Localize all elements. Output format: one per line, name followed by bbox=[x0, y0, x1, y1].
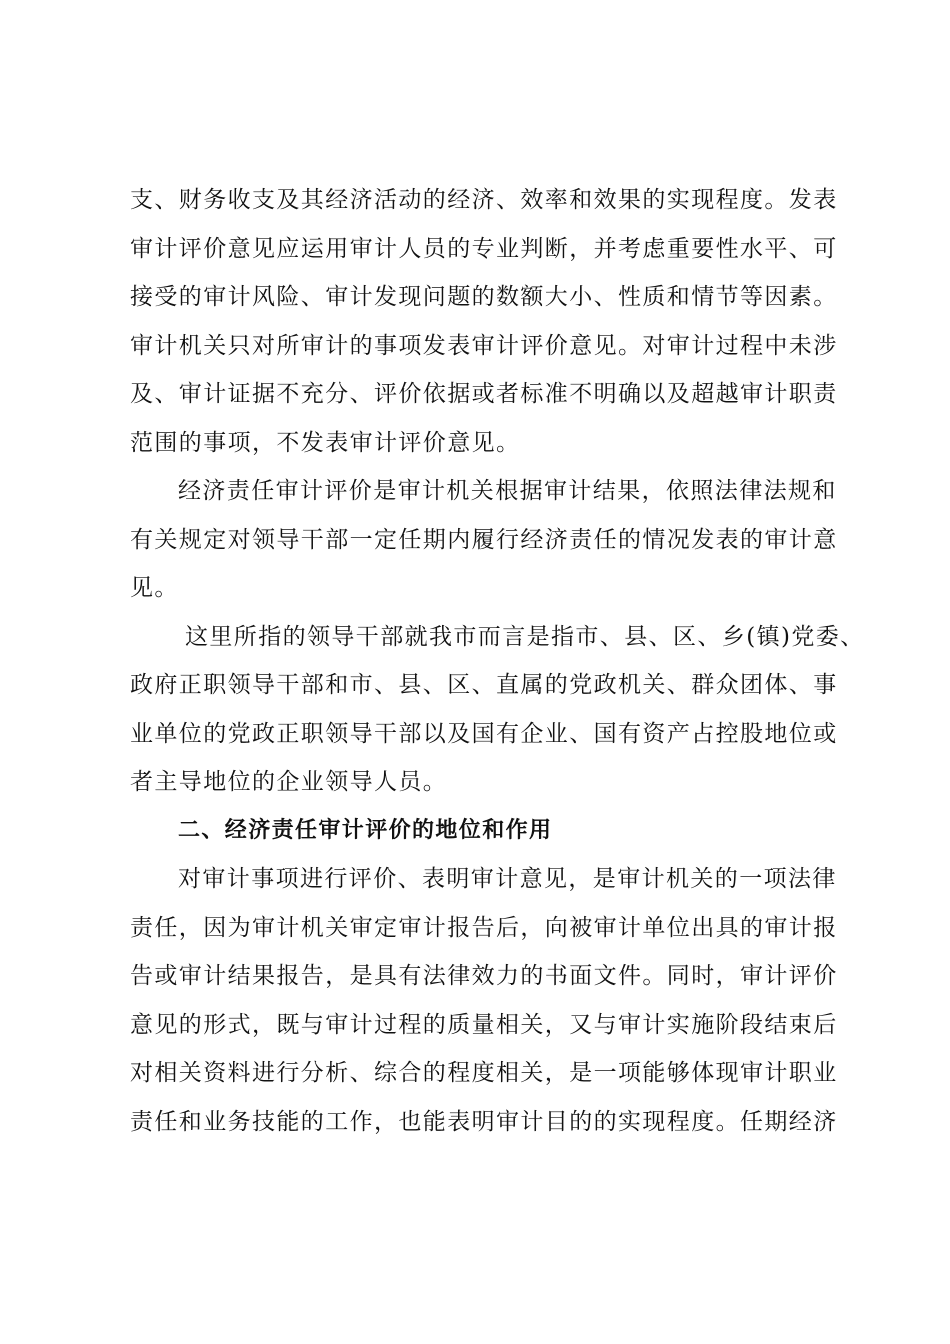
text-line: 范围的事项，不发表审计评价意见。 bbox=[130, 429, 521, 456]
text-line: 告或审计结果报告，是具有法律效力的书面文件。同时，审计评价 bbox=[130, 963, 838, 989]
text-line: 者主导地位的企业领导人员。 bbox=[130, 769, 448, 795]
text-line: 接受的审计风险、审计发现问题的数额大小、性质和情节等因素。 bbox=[130, 284, 838, 310]
text-line: 意见的形式，既与审计过程的质量相关，又与审计实施阶段结束后 bbox=[130, 1011, 838, 1038]
document-body bbox=[130, 176, 865, 1146]
text-line: 对审计事项进行评价、表明审计意见，是审计机关的一项法律 bbox=[178, 866, 837, 892]
text-line: 业单位的党政正职领导干部以及国有企业、国有资产占控股地位或 bbox=[130, 720, 838, 747]
text-line: 责任，因为审计机关审定审计报告后，向被审计单位出具的审计报 bbox=[130, 914, 838, 941]
text-line: 有关规定对领导干部一定任期内履行经济责任的情况发表的审计意 bbox=[130, 526, 838, 553]
text-line: 责任和业务技能的工作，也能表明审计目的的实现程度。任期经济 bbox=[130, 1108, 838, 1135]
text-line: 经济责任审计评价是审计机关根据审计结果，依照法律法规和 bbox=[178, 478, 837, 504]
text-line: 支、财务收支及其经济活动的经济、效率和效果的实现程度。发表 bbox=[130, 187, 838, 213]
text-line: 审计机关只对所审计的事项发表审计评价意见。对审计过程中未涉 bbox=[130, 332, 838, 359]
text-line: 见。 bbox=[130, 575, 179, 601]
text-line: 审计评价意见应运用审计人员的专业判断，并考虑重要性水平、可 bbox=[130, 235, 838, 262]
text-line: 及、审计证据不充分、评价依据或者标准不明确以及超越审计职责 bbox=[130, 381, 838, 407]
text-line: 这里所指的领导干部就我市而言是指市、县、区、乡(镇)党委、 bbox=[185, 623, 865, 650]
text-line: 对相关资料进行分析、综合的程度相关，是一项能够体现审计职业 bbox=[130, 1060, 838, 1086]
text-line: 政府正职领导干部和市、县、区、直属的党政机关、群众团体、事 bbox=[130, 672, 838, 698]
section-heading: 二、经济责任审计评价的地位和作用 bbox=[178, 817, 553, 843]
